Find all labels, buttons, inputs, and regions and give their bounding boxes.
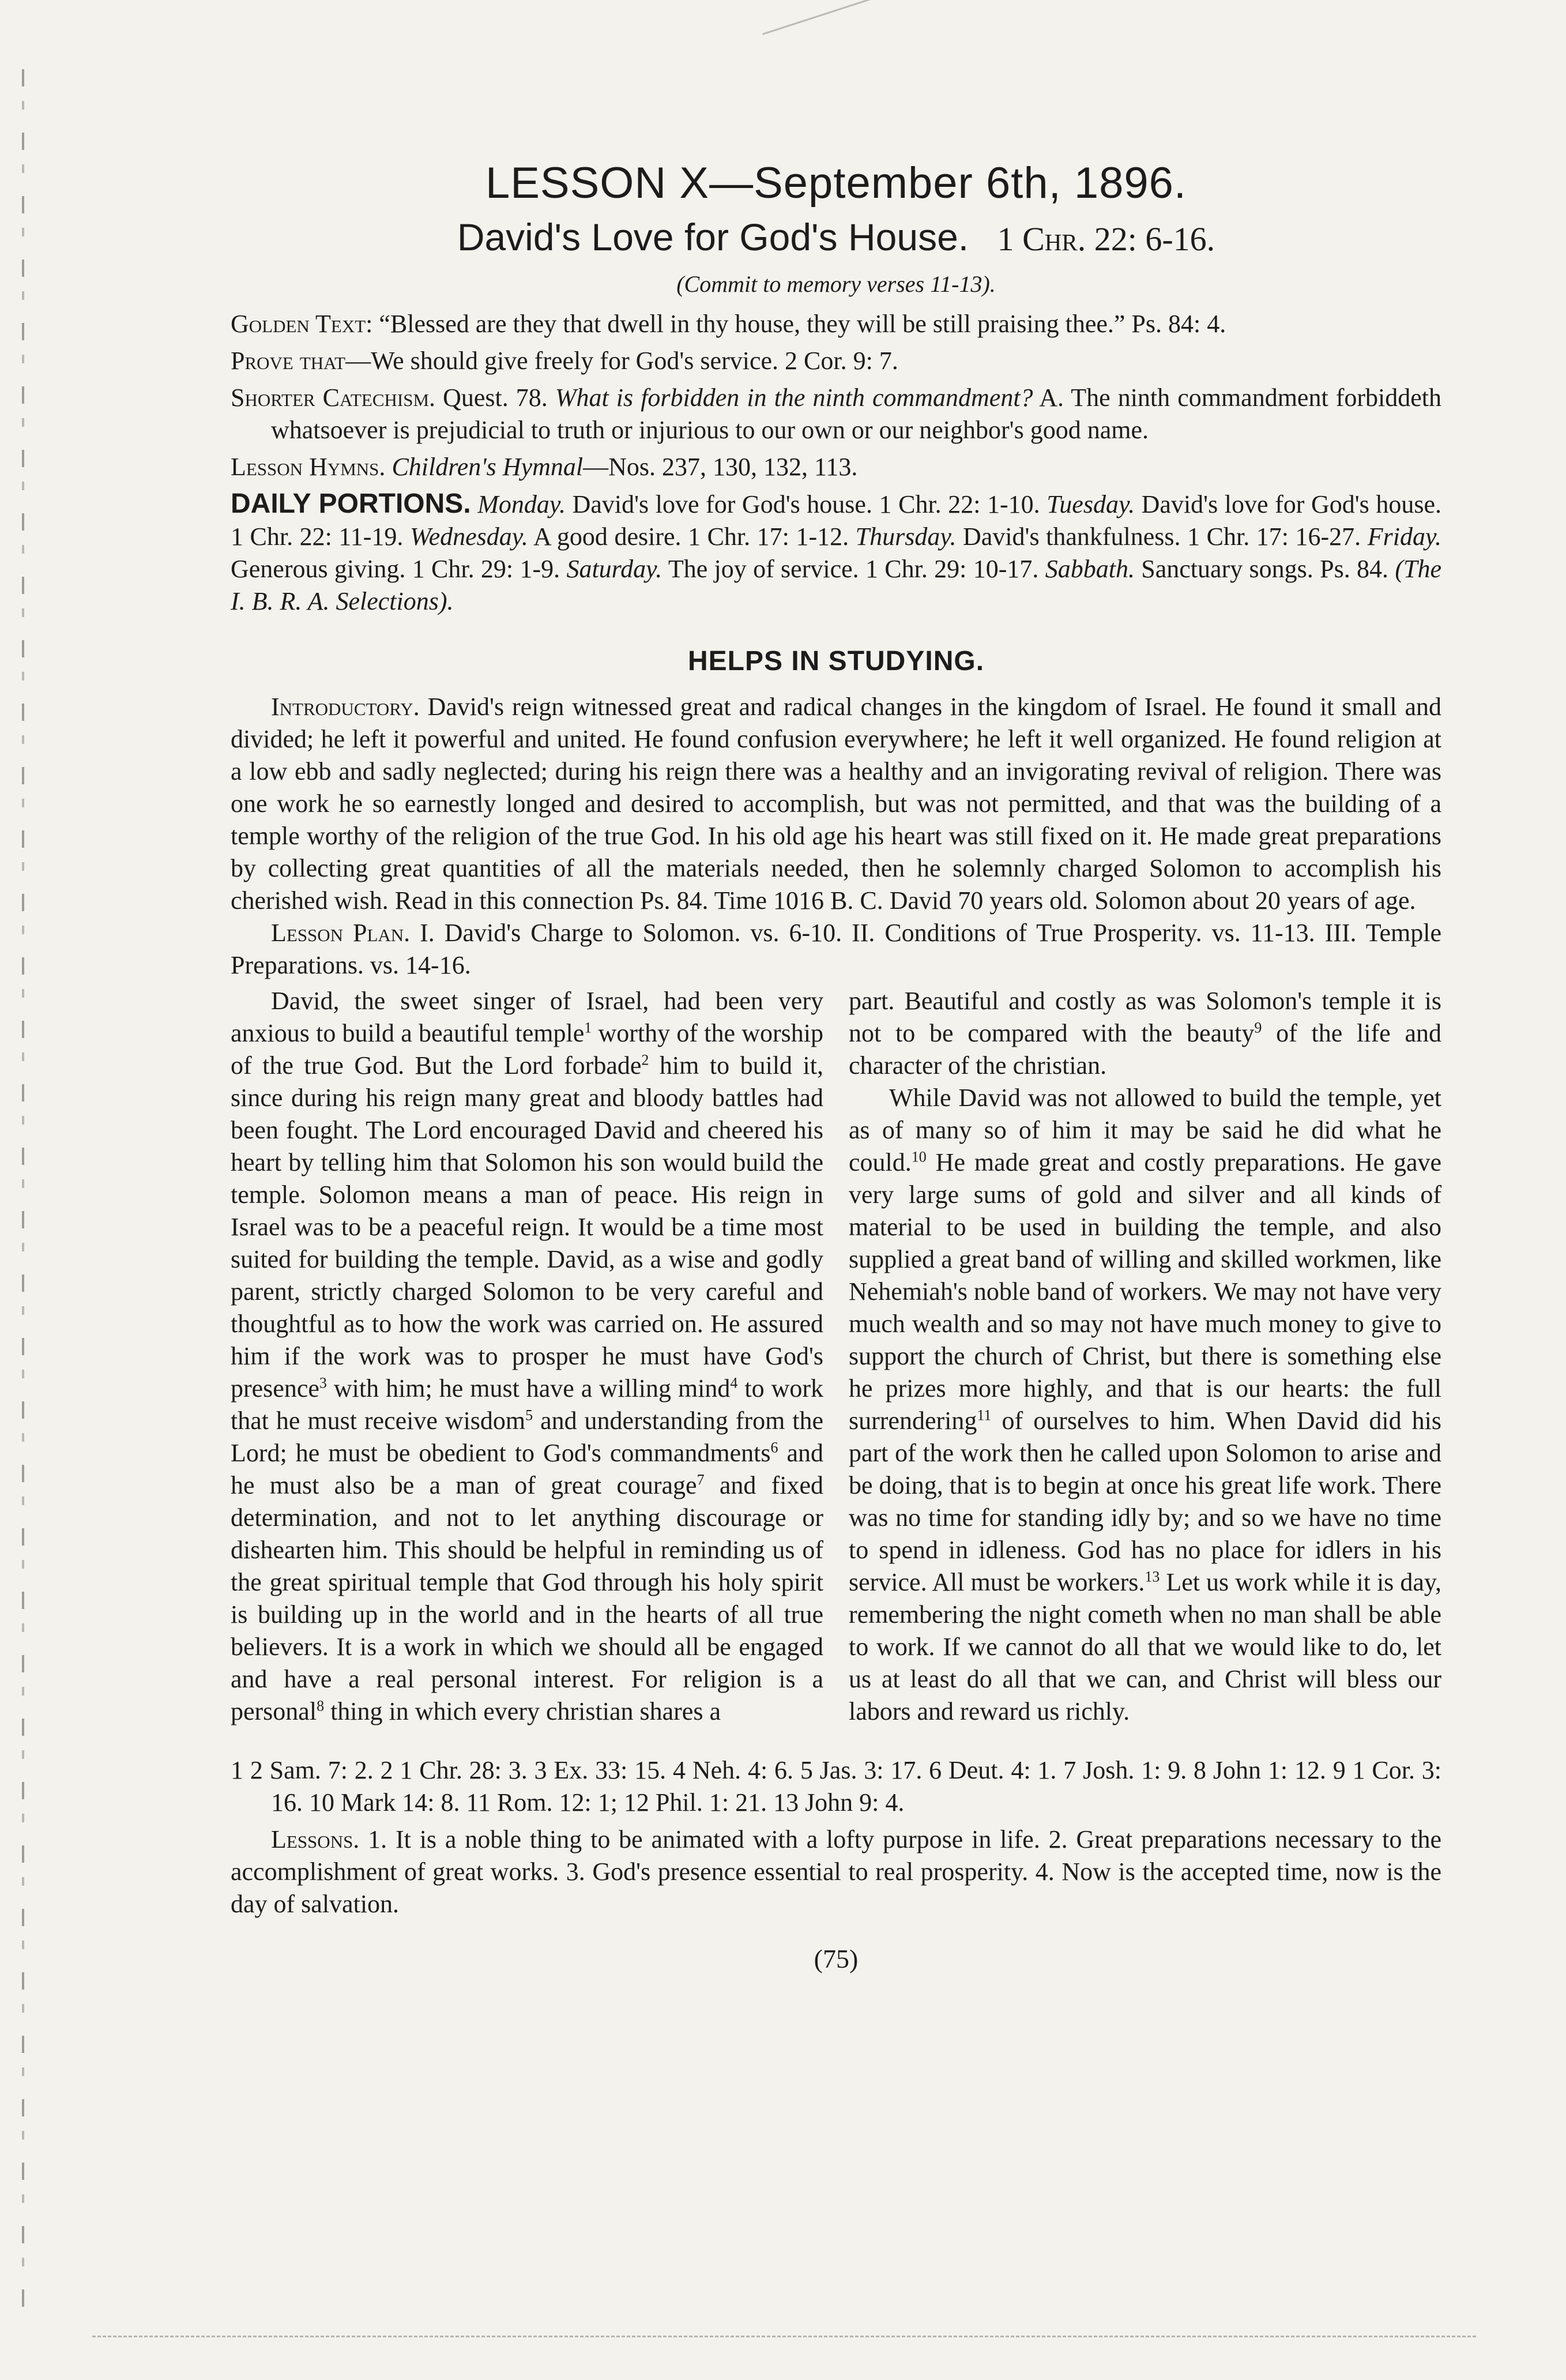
lesson-plan-body: I. David's Charge to Solomon. vs. 6-10. II. Conditions of True Prosperity. vs. 11-13. III. Temple Preparations. vs. 14-16.	[231, 919, 1442, 979]
hymns-label: Lesson Hymns.	[231, 453, 386, 481]
left-text-2: worthy of the worship of the true God. But the Lord forbade	[231, 1019, 823, 1080]
hymns-book: Children's Hymnal	[391, 453, 584, 481]
portion-friday: Generous giving. 1 Chr. 29: 1-9.	[231, 555, 560, 583]
right-column	[849, 985, 1441, 1728]
footnote-ref-13: 13	[1145, 1568, 1160, 1585]
footnote-ref-6: 6	[770, 1439, 778, 1456]
lessons-body: 1. It is a noble thing to be animated with a lofty purpose in life. 2. Great preparations necessary to the accomplishment of great works. 3. God's presence essential to real prosperity. 4. Now is the accepted time, now is the day of salvation.	[231, 1825, 1441, 1918]
footnote-ref-2: 2	[641, 1051, 649, 1069]
right-text-1b: of the life and character of the christian.	[849, 1019, 1441, 1080]
day-monday: Monday.	[477, 490, 566, 518]
day-tuesday: Tuesday.	[1046, 490, 1135, 518]
right-column-text-1	[849, 985, 1441, 1082]
golden-text-label: Golden Text:	[231, 310, 373, 338]
scan-top-mark	[762, 0, 887, 79]
hymns-numbers: —Nos. 237, 130, 132, 113.	[583, 453, 858, 481]
left-text-3: him to build it, since during his reign many great and bloody battles had been fought. The Lord encouraged David and cheered his heart by telling him that Solomon his son would build the temple. Solomon means a man of peace. His reign in Israel was to be a peaceful reign. It would be a time most suited for building the temple. David, as a wise and godly parent, strictly charged Solomon to be very careful and thoughtful as to how the work was carried on. He assured him if the work was to prosper he must have God's presence	[231, 1051, 824, 1403]
portion-sabbath: Sanctuary songs. Ps. 84.	[1141, 555, 1389, 583]
day-wednesday: Wednesday.	[409, 522, 528, 551]
left-column-text	[231, 985, 823, 1728]
footnote-ref-4: 4	[730, 1374, 738, 1392]
left-text-6: and understanding from the Lord; he must be obedient to God's commandments	[231, 1407, 823, 1467]
portion-wednesday: A good desire. 1 Chr. 17: 1-12.	[533, 522, 849, 551]
catechism-quest: Quest. 78.	[443, 383, 548, 412]
footnote-ref-8: 8	[317, 1697, 325, 1714]
left-text-1: David, the sweet singer of Israel, had been very anxious to build a beautiful temple	[231, 987, 823, 1047]
right-text-2b: He made great and costly preparations. He gave very large sums of gold and silver and all kinds of material to be used in building the temple, and also supplied a great band of willing and skilled workmen, like Nehemiah's noble band of workers. We may not have very much wealth and so may not have much money to give to support the church of Christ, but there is something else he prizes more highly, and that is our hearts: the full surrendering	[849, 1148, 1441, 1435]
lesson-title: LESSON X—September 6th, 1896.	[485, 159, 1187, 208]
lesson-subtitle	[231, 211, 1441, 265]
portion-tuesday: David's love for God's house. 1 Chr. 22: 11-19.	[231, 490, 1442, 551]
footnote-ref-1: 1	[584, 1019, 592, 1036]
portion-saturday: The joy of service. 1 Chr. 29: 10-17.	[668, 555, 1039, 583]
right-text-2c: of ourselves to him. When David did his part of the work then he called upon Solomon to arise and be doing, that is to begin at once his great life work. There was no time for standing idly by; and so we have no time to spend in idleness. God has no place for idlers in his service. All must be workers.	[849, 1407, 1442, 1596]
catechism	[231, 382, 1441, 446]
subtitle-ref: 1 Chr. 22: 6-16.	[997, 220, 1215, 258]
footnote-ref-7: 7	[697, 1471, 705, 1488]
catechism-answer: A. The ninth commandment forbiddeth whatsoever is prejudicial to truth or injurious to our own or our neighbor's good name.	[271, 383, 1442, 444]
catechism-label: Shorter Catechism.	[231, 383, 436, 412]
day-friday: Friday.	[1367, 522, 1442, 551]
daily-selections: (The I. B. R. A. Selections).	[231, 555, 1442, 615]
left-text-7: and he must also be a man of great courage	[231, 1439, 824, 1499]
portion-monday: David's love for God's house. 1 Chr. 22: 1-10.	[572, 490, 1040, 518]
lesson-plan-label: Lesson Plan.	[271, 919, 411, 947]
lesson-hymns	[231, 451, 1441, 483]
left-text-5: to work that he must receive wisdom	[231, 1374, 824, 1435]
helps-heading: HELPS IN STUDYING.	[687, 646, 985, 676]
left-text-8: and fixed determination, and not to let anything discourage or dishearten him. This should be helpful in reminding us of the great spiritual temple that God through his holy spirit is building up in the world and in the hearts of all true believers. It is a work in which we should all be engaged and have a real personal interest. For religion is a personal	[231, 1471, 824, 1725]
right-text-2a: While David was not allowed to build the temple, yet as of many so of him it may be said he did what he could.	[849, 1084, 1441, 1176]
lessons	[231, 1823, 1441, 1920]
left-column	[231, 985, 823, 1728]
footnote-ref-9: 9	[1254, 1019, 1262, 1036]
introduction	[231, 691, 1441, 917]
footnote-ref-3: 3	[319, 1374, 327, 1392]
portion-thursday: David's thankfulness. 1 Chr. 17: 16-27.	[963, 522, 1361, 551]
footnote-ref-5: 5	[525, 1407, 533, 1424]
lesson-content	[231, 156, 1441, 1974]
two-column-commentary	[231, 985, 1441, 1728]
right-text-2d: Let us work while it is day, remembering the night cometh when no man shall be able to work. If we cannot do all that we would like to do, let us at least do all that we can, and Christ will bless our labors and reward us richly.	[849, 1568, 1442, 1725]
introduction-body: David's reign witnessed great and radical changes in the kingdom of Israel. He found it small and divided; he left it powerful and united. He found confusion everywhere; he left it well organized. He found religion at a low ebb and sadly neglected; during his reign there was a healthy and an invigorating revival of religion. There was one work he so earnestly longed and desired to accomplish, but was not permitted, and that was the building of a temple worthy of the religion of the true God. In his old age his heart was still fixed on it. He made great preparations by collecting great quantities of all the materials needed, then he solemnly charged Solomon to accomplish his cherished wish. Read in this connection Ps. 84. Time 1016 B. C. David 70 years old. Solomon about 20 years of age.	[231, 693, 1442, 915]
daily-portions-title: DAILY PORTIONS.	[231, 488, 471, 519]
footnote-ref-10: 10	[911, 1148, 927, 1165]
day-thursday: Thursday.	[855, 522, 957, 551]
memorize-note: (Commit to memory verses 11-13).	[676, 271, 996, 297]
left-text-9: thing in which every christian shares a	[324, 1697, 721, 1725]
day-saturday: Saturday.	[566, 555, 662, 583]
prove-that-label: Prove that	[231, 347, 346, 375]
footnote-ref-11: 11	[977, 1407, 992, 1424]
prove-that-body: —We should give freely for God's service. 2 Cor. 9: 7.	[345, 347, 898, 375]
introduction-label: Introductory.	[271, 693, 420, 721]
golden-text	[231, 308, 1441, 340]
daily-portions	[231, 488, 1441, 618]
prove-that	[231, 345, 1441, 377]
scan-bottom-line	[92, 2336, 1476, 2337]
day-sabbath: Sabbath.	[1045, 555, 1135, 583]
catechism-question: What is forbidden in the ninth commandment?	[555, 383, 1033, 412]
golden-text-body: “Blessed are they that dwell in thy house, they will be still praising thee.” Ps. 84: 4.	[379, 310, 1226, 338]
right-text-1a: part. Beautiful and costly as was Solomon's temple it is not to be compared with the beauty	[849, 987, 1441, 1047]
left-text-4: with him; he must have a willing mind	[326, 1374, 731, 1403]
lesson-plan	[231, 917, 1441, 982]
subtitle-main: David's Love for God's House.	[457, 216, 969, 258]
scan-edge-marks	[22, 69, 24, 2318]
lessons-label: Lessons.	[271, 1825, 360, 1853]
page-number: (75)	[814, 1944, 859, 1973]
right-column-text-2	[849, 1082, 1441, 1728]
footnotes: 1 2 Sam. 7: 2. 2 1 Chr. 28: 3. 3 Ex. 33: 15. 4 Neh. 4: 6. 5 Jas. 3: 17. 6 Deut. 4: 1. 7 Josh. 1: 9. 8 John 1: 12. 9 1 Cor. 3: 16. 10 Mark 14: 8. 11 Rom. 12: 1; 12 Phil. 1: 21. 13 John 9: 4.	[231, 1756, 1441, 1817]
